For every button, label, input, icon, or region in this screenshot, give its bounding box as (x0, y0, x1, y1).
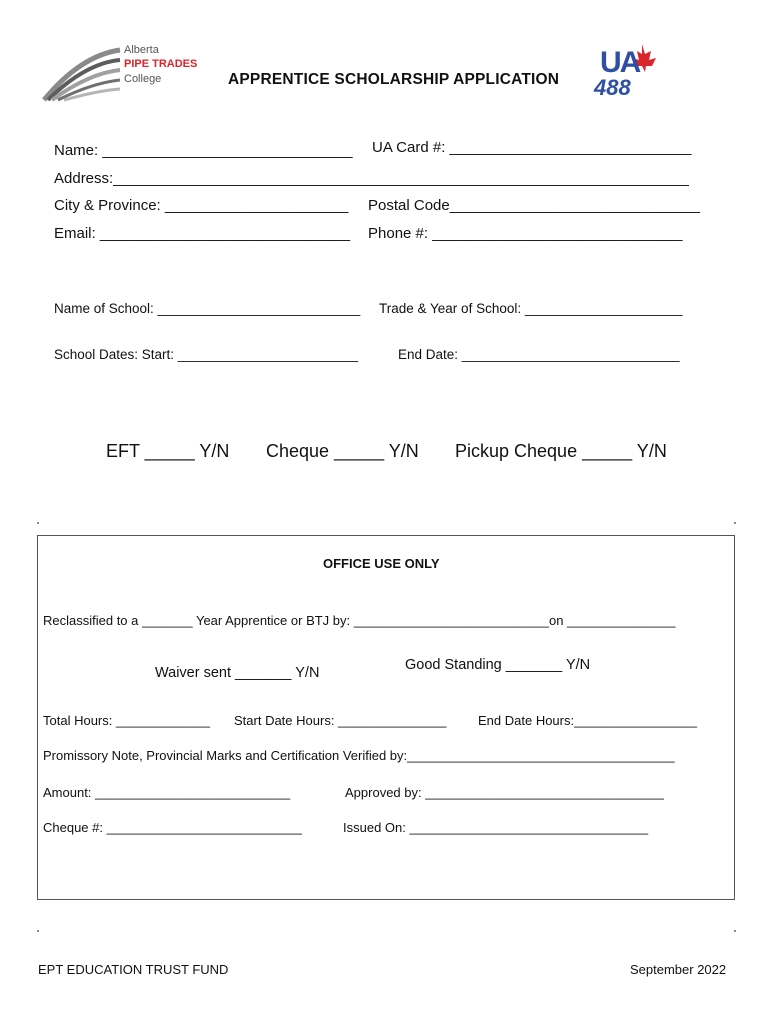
start-date-hours-field[interactable]: Start Date Hours: _______________ (234, 713, 447, 728)
waiver-sent-field[interactable]: Waiver sent _______ Y/N (155, 665, 320, 681)
footer-organization: EPT EDUCATION TRUST FUND (38, 962, 229, 977)
local-488-text: 488 (594, 75, 631, 100)
footer-date: September 2022 (630, 962, 727, 977)
school-start-date-field[interactable]: School Dates: Start: ________________________ (54, 347, 359, 362)
city-province-field[interactable]: City & Province: ______________________ (54, 197, 349, 214)
trade-year-field[interactable]: Trade & Year of School: _____________________ (379, 301, 683, 316)
eft-option[interactable]: EFT _____ Y/N (106, 441, 230, 461)
email-field[interactable]: Email: ______________________________ (54, 225, 351, 242)
school-name-field[interactable]: Name of School: ___________________________ (54, 301, 361, 316)
amount-field[interactable]: Amount: ___________________________ (43, 785, 291, 800)
good-standing-field[interactable]: Good Standing _______ Y/N (405, 657, 591, 673)
phone-field[interactable]: Phone #: ______________________________ (368, 225, 683, 242)
corner-mark (37, 522, 39, 524)
pickup-cheque-option[interactable]: Pickup Cheque _____ Y/N (455, 441, 667, 461)
logo-text-college: College (124, 73, 162, 85)
school-end-date-field[interactable]: End Date: _____________________________ (398, 347, 680, 362)
cheque-option[interactable]: Cheque _____ Y/N (266, 441, 419, 461)
corner-mark (734, 522, 736, 524)
page-title: APPRENTICE SCHOLARSHIP APPLICATION (228, 71, 560, 88)
ua-logo-text: UA (600, 46, 640, 79)
issued-on-field[interactable]: Issued On: _________________________________ (343, 820, 649, 835)
promissory-note-field[interactable]: Promissory Note, Provincial Marks and Certification Verified by:_____________________________________ (43, 748, 675, 763)
logo-text-pipe-trades: PIPE TRADES (124, 58, 198, 70)
approved-by-field[interactable]: Approved by: _________________________________ (345, 785, 664, 800)
logo-text-alberta: Alberta (124, 44, 159, 56)
cheque-number-field[interactable]: Cheque #: ___________________________ (43, 820, 302, 835)
office-use-heading: OFFICE USE ONLY (323, 556, 440, 571)
ua-488-logo (590, 42, 670, 102)
corner-mark (734, 930, 736, 932)
ua-card-field[interactable]: UA Card #: _____________________________ (372, 139, 692, 156)
reclassified-field[interactable]: Reclassified to a _______ Year Apprentice or BTJ by: ___________________________on _______________ (43, 613, 676, 628)
name-field[interactable]: Name: ______________________________ (54, 142, 353, 159)
alberta-pipe-trades-logo (42, 42, 198, 102)
corner-mark (37, 930, 39, 932)
postal-code-field[interactable]: Postal Code______________________________ (368, 197, 700, 214)
total-hours-field[interactable]: Total Hours: _____________ (43, 713, 210, 728)
address-field[interactable]: Address:_____________________________________________________________________ (54, 170, 689, 187)
end-date-hours-field[interactable]: End Date Hours:_________________ (478, 713, 698, 728)
pipe-swoosh-icon (42, 42, 192, 102)
